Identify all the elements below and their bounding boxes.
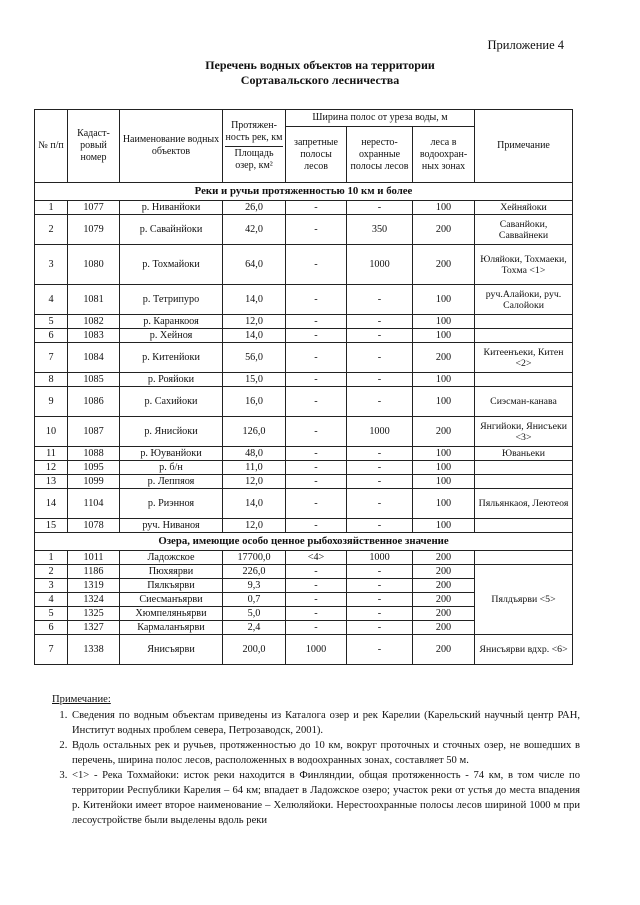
cadastral-number: 1327 (68, 621, 120, 635)
row-note: Китеенъеки, Китен <2> (475, 343, 573, 373)
spawning-strip-width: - (347, 635, 413, 665)
length-area-value: 16,0 (223, 387, 286, 417)
cadastral-number: 1077 (68, 201, 120, 215)
section-lakes-row (35, 533, 573, 551)
table-row (35, 387, 573, 417)
cadastral-number: 1338 (68, 635, 120, 665)
cadastral-number: 1086 (68, 387, 120, 417)
appendix-label: Приложение 4 (487, 38, 564, 52)
water-object-name: Хюмпеляньярви (120, 607, 223, 621)
spawning-strip-width: - (347, 329, 413, 343)
row-number: 8 (35, 373, 68, 387)
row-number: 10 (35, 417, 68, 447)
cadastral-number: 1324 (68, 593, 120, 607)
water-object-name: Ладожское (120, 551, 223, 565)
water-protection-width: 200 (413, 215, 475, 245)
lake-group-note: Пялдъярви <5> (475, 565, 573, 635)
cadastral-number: 1083 (68, 329, 120, 343)
row-note (475, 315, 573, 329)
header-length: Протяжен-ность рек, км (225, 120, 283, 143)
length-area-value: 14,0 (223, 329, 286, 343)
spawning-strip-width: - (347, 489, 413, 519)
water-protection-width: 100 (413, 315, 475, 329)
length-area-value: 14,0 (223, 489, 286, 519)
notes-block (52, 692, 580, 828)
water-object-name: р. Юуванйоки (120, 447, 223, 461)
table-row (35, 565, 573, 579)
section-rivers-title: Реки и ручьи протяженностью 10 км и более (35, 183, 573, 201)
row-number: 2 (35, 215, 68, 245)
water-object-name: р. Каранкооя (120, 315, 223, 329)
water-object-name: р. Тетрипуро (120, 285, 223, 315)
table-row (35, 343, 573, 373)
header-name: Наименование водных объектов (120, 110, 223, 183)
section-lakes-title: Озера, имеющие особо ценное рыбохозяйственное значение (35, 533, 573, 551)
row-number: 1 (35, 201, 68, 215)
row-note: Пяльянкаоя, Леютеоя (475, 489, 573, 519)
header-length-area (223, 110, 286, 183)
length-area-value: 0,7 (223, 593, 286, 607)
water-protection-width: 100 (413, 519, 475, 533)
table-row (35, 315, 573, 329)
header-spawning: нересто-охранные полосы лесов (347, 127, 413, 183)
row-note: Саванйоки, Саввайнеки (475, 215, 573, 245)
forbidden-strip-width: - (286, 607, 347, 621)
row-number: 14 (35, 489, 68, 519)
spawning-strip-width: 350 (347, 215, 413, 245)
forbidden-strip-width: - (286, 519, 347, 533)
forbidden-strip-width: - (286, 621, 347, 635)
water-protection-width: 200 (413, 417, 475, 447)
length-area-value: 200,0 (223, 635, 286, 665)
forbidden-strip-width: - (286, 461, 347, 475)
cadastral-number: 1085 (68, 373, 120, 387)
length-area-value: 9,3 (223, 579, 286, 593)
spawning-strip-width: - (347, 621, 413, 635)
spawning-strip-width: - (347, 447, 413, 461)
length-area-value: 17700,0 (223, 551, 286, 565)
water-protection-width: 100 (413, 461, 475, 475)
table-row (35, 285, 573, 315)
water-protection-width: 100 (413, 285, 475, 315)
water-object-name: р. Китенйоки (120, 343, 223, 373)
water-object-name: р. Савайнйоки (120, 215, 223, 245)
water-object-name: р. Тохмайоки (120, 245, 223, 285)
length-area-value: 2,4 (223, 621, 286, 635)
forbidden-strip-width: - (286, 475, 347, 489)
row-number: 13 (35, 475, 68, 489)
row-note: Янисъярви вдхр. <6> (475, 635, 573, 665)
row-number: 12 (35, 461, 68, 475)
row-number: 6 (35, 621, 68, 635)
water-object-name: р. Янисйоки (120, 417, 223, 447)
table-row (35, 215, 573, 245)
forbidden-strip-width: - (286, 565, 347, 579)
water-object-name: Кармаланъярви (120, 621, 223, 635)
row-note (475, 373, 573, 387)
spawning-strip-width: - (347, 373, 413, 387)
length-area-value: 48,0 (223, 447, 286, 461)
table-row (35, 461, 573, 475)
table-row (35, 329, 573, 343)
row-note: Юваньеки (475, 447, 573, 461)
water-protection-width: 100 (413, 373, 475, 387)
cadastral-number: 1081 (68, 285, 120, 315)
length-area-value: 126,0 (223, 417, 286, 447)
row-number: 3 (35, 245, 68, 285)
row-number: 4 (35, 593, 68, 607)
cadastral-number: 1080 (68, 245, 120, 285)
length-area-value: 12,0 (223, 519, 286, 533)
row-note: Янгийоки, Янисъеки <3> (475, 417, 573, 447)
water-protection-width: 200 (413, 607, 475, 621)
table-row (35, 519, 573, 533)
forbidden-strip-width: - (286, 593, 347, 607)
row-number: 7 (35, 635, 68, 665)
length-area-value: 14,0 (223, 285, 286, 315)
water-object-name: р. Леппяоя (120, 475, 223, 489)
header-cadastral: Кадаст-ровый номер (68, 110, 120, 183)
row-number: 5 (35, 607, 68, 621)
row-note (475, 551, 573, 565)
forbidden-strip-width: - (286, 417, 347, 447)
table-row (35, 489, 573, 519)
cadastral-number: 1078 (68, 519, 120, 533)
note-item: 2. Вдоль остальных рек и ручьев, протяженностью до 10 км, вокруг проточных и сточных озер, не вошедших в перечень, ширина полос лесов, расположенных в водоохранных зонах, составляет 50 м. (70, 738, 580, 768)
forbidden-strip-width: - (286, 373, 347, 387)
water-protection-width: 200 (413, 343, 475, 373)
cadastral-number: 1104 (68, 489, 120, 519)
note-item: 3. <1> - Река Тохмайоки: исток реки находится в Финляндии, общая протяженность - 74 км, в том числе по территории Республики Карелия – 64 км; впадает в Ладожское озеро; участок реки от устья до места впадения р. Китенйоки имеет второе наименование – Хелюляйоки. Нерестоохранные полосы лесов шириной 1000 м при лесоустройстве были выделены вдоль реки (70, 768, 580, 828)
forbidden-strip-width: - (286, 447, 347, 461)
water-protection-width: 200 (413, 579, 475, 593)
length-area-value: 15,0 (223, 373, 286, 387)
water-object-name: Пялкъярви (120, 579, 223, 593)
water-protection-width: 100 (413, 489, 475, 519)
spawning-strip-width: - (347, 519, 413, 533)
cadastral-number: 1186 (68, 565, 120, 579)
forbidden-strip-width: - (286, 245, 347, 285)
row-number: 5 (35, 315, 68, 329)
spawning-strip-width: 1000 (347, 245, 413, 285)
water-object-name: р. Сахийоки (120, 387, 223, 417)
length-area-value: 5,0 (223, 607, 286, 621)
forbidden-strip-width: - (286, 201, 347, 215)
forbidden-strip-width: - (286, 215, 347, 245)
title-line-1: Перечень водных объектов на территории (205, 58, 435, 72)
forbidden-strip-width: - (286, 343, 347, 373)
forbidden-strip-width: <4> (286, 551, 347, 565)
title-line-2: Сортавальского лесничества (240, 73, 400, 87)
row-number: 9 (35, 387, 68, 417)
row-note (475, 519, 573, 533)
header-forbidden: запретные полосы лесов (286, 127, 347, 183)
cadastral-number: 1087 (68, 417, 120, 447)
water-protection-width: 200 (413, 593, 475, 607)
spawning-strip-width: - (347, 475, 413, 489)
cadastral-number: 1325 (68, 607, 120, 621)
row-note (475, 475, 573, 489)
cadastral-number: 1095 (68, 461, 120, 475)
row-note: руч.Алайоки, руч. Салойоки (475, 285, 573, 315)
notes-title: Примечание: (52, 694, 111, 705)
header-area: Площадь озер, км² (225, 146, 283, 172)
water-protection-width: 200 (413, 635, 475, 665)
spawning-strip-width: - (347, 387, 413, 417)
length-area-value: 42,0 (223, 215, 286, 245)
water-object-name: Сиесманъярви (120, 593, 223, 607)
spawning-strip-width: - (347, 343, 413, 373)
forbidden-strip-width: - (286, 387, 347, 417)
cadastral-number: 1084 (68, 343, 120, 373)
water-object-name: р. Хейноя (120, 329, 223, 343)
row-number: 11 (35, 447, 68, 461)
cadastral-number: 1099 (68, 475, 120, 489)
spawning-strip-width: 1000 (347, 417, 413, 447)
water-object-name: р. Рояйоки (120, 373, 223, 387)
row-number: 6 (35, 329, 68, 343)
water-object-name: р. б/н (120, 461, 223, 475)
water-object-name: р. Ниванйоки (120, 201, 223, 215)
row-number: 3 (35, 579, 68, 593)
header-width-group: Ширина полос от уреза воды, м (286, 110, 475, 127)
row-note: Хейняйоки (475, 201, 573, 215)
row-note (475, 329, 573, 343)
header-num: № п/п (35, 110, 68, 183)
table-row (35, 635, 573, 665)
forbidden-strip-width: - (286, 489, 347, 519)
water-protection-width: 200 (413, 621, 475, 635)
spawning-strip-width: - (347, 461, 413, 475)
water-protection-width: 100 (413, 475, 475, 489)
length-area-value: 11,0 (223, 461, 286, 475)
forbidden-strip-width: - (286, 315, 347, 329)
row-number: 2 (35, 565, 68, 579)
spawning-strip-width: - (347, 315, 413, 329)
cadastral-number: 1319 (68, 579, 120, 593)
spawning-strip-width: - (347, 593, 413, 607)
water-protection-width: 100 (413, 329, 475, 343)
notes-list (52, 708, 580, 828)
water-protection-width: 200 (413, 565, 475, 579)
water-object-name: руч. Ниваноя (120, 519, 223, 533)
water-object-name: Пюхяярви (120, 565, 223, 579)
table-row (35, 373, 573, 387)
header-water-protection: леса в водоохран-ных зонах (413, 127, 475, 183)
forbidden-strip-width: 1000 (286, 635, 347, 665)
water-object-name: р. Риэнноя (120, 489, 223, 519)
spawning-strip-width: - (347, 285, 413, 315)
table-row (35, 551, 573, 565)
length-area-value: 226,0 (223, 565, 286, 579)
spawning-strip-width: - (347, 607, 413, 621)
row-number: 15 (35, 519, 68, 533)
spawning-strip-width: - (347, 579, 413, 593)
water-protection-width: 200 (413, 551, 475, 565)
row-note (475, 461, 573, 475)
table-row (35, 475, 573, 489)
length-area-value: 64,0 (223, 245, 286, 285)
table-row (35, 201, 573, 215)
cadastral-number: 1011 (68, 551, 120, 565)
length-area-value: 12,0 (223, 475, 286, 489)
water-protection-width: 200 (413, 245, 475, 285)
water-protection-width: 100 (413, 447, 475, 461)
note-item: 1. Сведения по водным объектам приведены из Каталога озер и рек Карелии (Карельский научный центр РАН, Институт водных проблем севера, Петрозаводск, 2001). (70, 708, 580, 738)
row-number: 1 (35, 551, 68, 565)
row-number: 7 (35, 343, 68, 373)
row-note: Сиэсман-канава (475, 387, 573, 417)
spawning-strip-width: - (347, 201, 413, 215)
water-protection-width: 100 (413, 387, 475, 417)
spawning-strip-width: 1000 (347, 551, 413, 565)
forbidden-strip-width: - (286, 285, 347, 315)
water-protection-width: 100 (413, 201, 475, 215)
cadastral-number: 1088 (68, 447, 120, 461)
header-note: Примечание (475, 110, 573, 183)
cadastral-number: 1079 (68, 215, 120, 245)
section-rivers-row (35, 183, 573, 201)
row-note: Юляйоки, Тохмаеки, Тохма <1> (475, 245, 573, 285)
length-area-value: 56,0 (223, 343, 286, 373)
table-row (35, 447, 573, 461)
row-number: 4 (35, 285, 68, 315)
length-area-value: 26,0 (223, 201, 286, 215)
water-objects-table (34, 109, 573, 665)
cadastral-number: 1082 (68, 315, 120, 329)
table-row (35, 245, 573, 285)
water-object-name: Янисъярви (120, 635, 223, 665)
document-title (0, 58, 640, 88)
spawning-strip-width: - (347, 565, 413, 579)
length-area-value: 12,0 (223, 315, 286, 329)
table-row (35, 417, 573, 447)
forbidden-strip-width: - (286, 329, 347, 343)
forbidden-strip-width: - (286, 579, 347, 593)
